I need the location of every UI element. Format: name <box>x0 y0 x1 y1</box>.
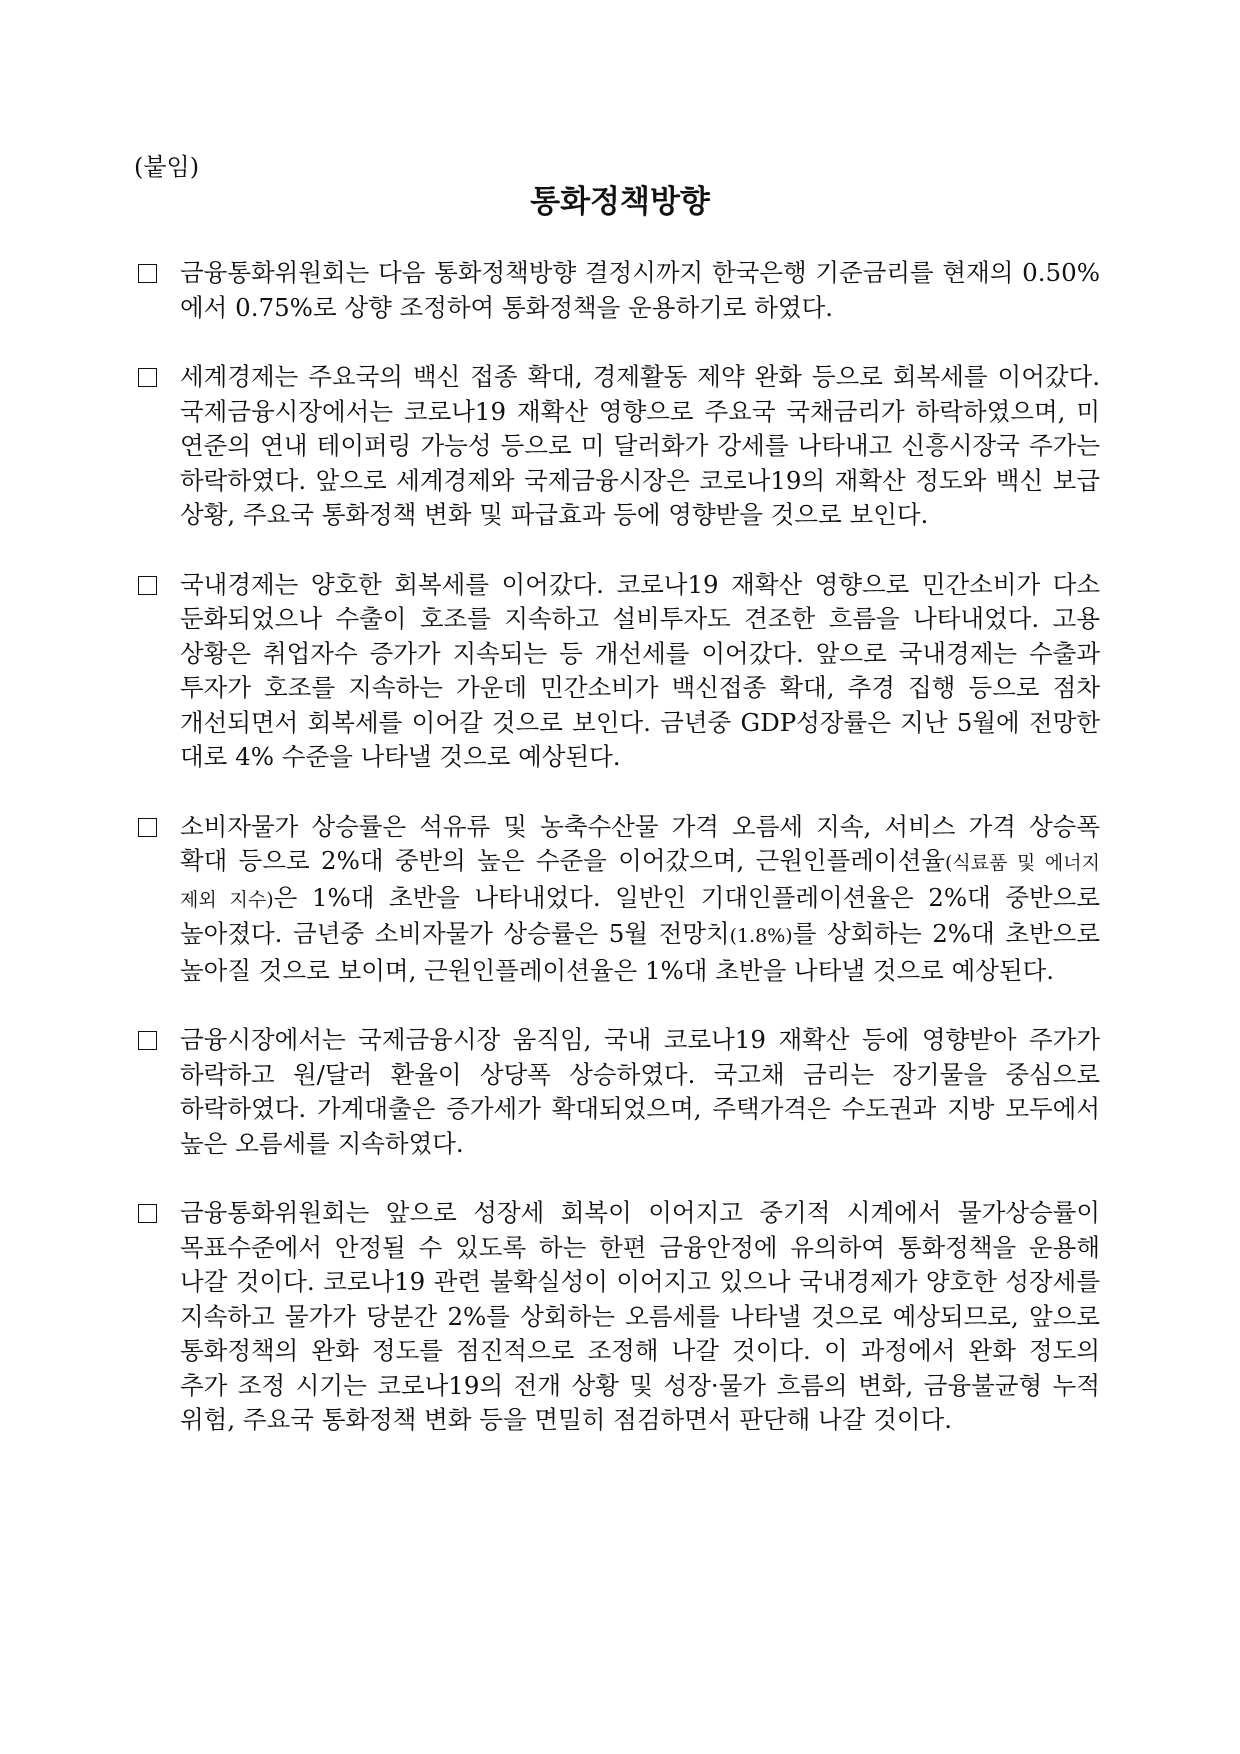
checkbox-square-icon <box>138 264 157 283</box>
checkbox-square-icon <box>138 1204 157 1223</box>
prices-text-part-3: 를 상회하는 2%대 초반으로 높아질 것으로 보이며, 근원인플레이션율은 1%대 초반을 나타낼 것으로 예상된다. <box>180 919 1100 985</box>
prices-text-part-1: 소비자물가 상승률은 석유류 및 농축수산물 가격 오름세 지속, 서비스 가격 상승폭 확대 등으로 2%대 중반의 높은 수준을 이어갔으며, 근원인플레이션율 <box>180 811 1100 875</box>
document-title: 통화정책방향 <box>530 184 710 220</box>
policy-item-text: 국내경제는 양호한 회복세를 이어갔다. 코로나19 재확산 영향으로 민간소비가 다소 둔화되었으나 수출이 호조를 지속하고 설비투자도 견조한 흐름을 나타내었다. 고용 상황은 취업자수 증가가 지속되는 등 개선세를 이어갔다. 앞으로 국내경제는 수출과 투자가 호조를 지속하는 가운데 민간소비가 백신접종 확대, 추경 집행 등으로 점차 개선되면서 회복세를 이어갈 것으로 보인다. 금년중 GDP성장률은 지난 5월에 전망한 대로 4% 수준을 나타낼 것으로 예상된다. <box>180 569 1100 771</box>
prices-text-part-2: 은 1%대 초반을 나타내었다. 일반인 기대인플레이션율은 2%대 중반으로 높아졌다. 금년중 소비자물가 상승률은 5월 전망치 <box>180 882 1101 948</box>
policy-item-text: 세계경제는 주요국의 백신 접종 확대, 경제활동 제약 완화 등으로 회복세를 이어갔다. 국제금융시장에서는 코로나19 재확산 영향으로 주요국 국채금리가 하락하였으며, 미 연준의 연내 테이퍼링 가능성 등으로 미 달러화가 강세를 나타내고 신흥시장국 주가는 하락하였다. 앞으로 세계경제와 국제금융시장은 코로나19의 재확산 정도와 백신 보급 상황, 주요국 통화정책 변화 및 파급효과 등에 영향받을 것으로 보인다. <box>180 362 1100 529</box>
attachment-label: (붙임) <box>134 153 200 181</box>
checkbox-square-icon <box>138 818 157 837</box>
policy-item-financial-markets <box>134 1023 1100 1161</box>
policy-item-rate-decision <box>134 256 1100 325</box>
policy-item-domestic-economy <box>134 568 1100 775</box>
checkbox-square-icon <box>138 576 157 595</box>
policy-item-consumer-prices <box>134 810 1100 989</box>
checkbox-square-icon <box>138 1031 157 1050</box>
may-forecast-note: (1.8%) <box>729 925 793 947</box>
checkbox-square-icon <box>138 368 157 387</box>
policy-item-text <box>180 810 1100 989</box>
policy-item-global-economy <box>134 360 1100 533</box>
policy-item-text: 금융통화위원회는 다음 통화정책방향 결정시까지 한국은행 기준금리를 현재의 0.50%에서 0.75%로 상향 조정하여 통화정책을 운용하기로 하였다. <box>180 258 1100 322</box>
core-inflation-note: (식료품 및 에너지 제외 지수) <box>180 852 1100 911</box>
policy-item-text: 금융통화위원회는 앞으로 성장세 회복이 이어지고 중기적 시계에서 물가상승률이 목표수준에서 안정될 수 있도록 하는 한편 금융안정에 유의하여 통화정책을 운용해 나갈 것이다. 코로나19 관련 불확실성이 이어지고 있으나 국내경제가 양호한 성장세를 지속하고 물가가 당분간 2%를 상회하는 오름세를 나타낼 것으로 예상되므로, 앞으로 통화정책의 완화 정도를 점진적으로 조정해 나갈 것이다. 이 과정에서 완화 정도의 추가 조정 시기는 코로나19의 전개 상황 및 성장·물가 흐름의 변화, 금융불균형 누적 위험, 주요국 통화정책 변화 등을 면밀히 점검하면서 판단해 나갈 것이다. <box>180 1198 1100 1434</box>
policy-item-text: 금융시장에서는 국제금융시장 움직임, 국내 코로나19 재확산 등에 영향받아 주가가 하락하고 원/달러 환율이 상당폭 상승하였다. 국고채 금리는 장기물을 중심으로 하락하였다. 가계대출은 증가세가 확대되었으며, 주택가격은 수도권과 지방 모두에서 높은 오름세를 지속하였다. <box>180 1025 1100 1158</box>
policy-item-policy-outlook <box>134 1196 1100 1438</box>
policy-items-list <box>134 256 1100 1473</box>
